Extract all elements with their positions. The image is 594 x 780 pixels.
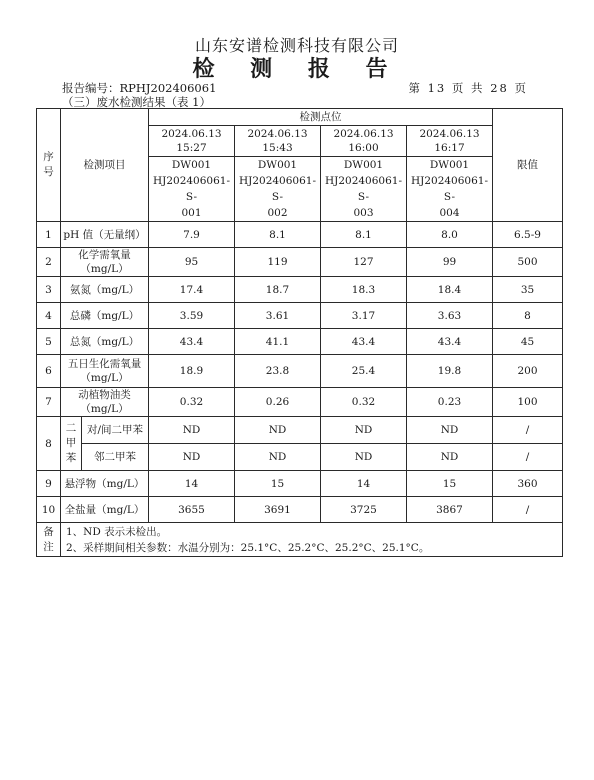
- table-row: [37, 444, 563, 471]
- row-item: 化学需氧量（mg/L）: [61, 248, 149, 277]
- row-value: 43.4: [321, 329, 407, 355]
- row-value: 15: [407, 471, 493, 497]
- row-value: 3.61: [235, 303, 321, 329]
- row-value: 3691: [235, 497, 321, 523]
- row-limit: 360: [493, 471, 563, 497]
- note-line: 2、采样期间相关参数：水温分别为：25.1°C、25.2°C、25.2°C、25.1°C。: [66, 541, 430, 554]
- row-value: 18.7: [235, 277, 321, 303]
- row-value: 17.4: [149, 277, 235, 303]
- row-value: 7.9: [149, 222, 235, 248]
- row-value: ND: [149, 444, 235, 471]
- row-value: 3.63: [407, 303, 493, 329]
- limit-header: 限值: [493, 109, 563, 222]
- seq-header: 序 号: [37, 109, 61, 222]
- section-title: （三）废水检测结果（表 1）: [62, 95, 211, 109]
- row-value: 18.4: [407, 277, 493, 303]
- row-value: 14: [321, 471, 407, 497]
- table-row: [37, 497, 563, 523]
- row-item: 对/间二甲苯: [82, 417, 149, 444]
- row-no: 3: [37, 277, 61, 303]
- col-datetime: 2024.06.13 15:43: [235, 126, 321, 157]
- company-name: 山东安谱检测科技有限公司: [194, 36, 399, 55]
- row-value: 8.0: [407, 222, 493, 248]
- notes-label: 备 注: [37, 523, 61, 557]
- row-item: 动植物油类（mg/L）: [61, 388, 149, 417]
- row-item: 邻二甲苯: [82, 444, 149, 471]
- row-value: 3.17: [321, 303, 407, 329]
- row-value: 99: [407, 248, 493, 277]
- row-value: 3867: [407, 497, 493, 523]
- row-item: pH 值（无量纲）: [61, 222, 149, 248]
- row-limit: 100: [493, 388, 563, 417]
- xylene-group-label: 二 甲 苯: [61, 417, 82, 471]
- points-header: 检测点位: [149, 109, 493, 126]
- row-value: ND: [321, 417, 407, 444]
- row-item: 全盐量（mg/L）: [61, 497, 149, 523]
- row-limit: /: [493, 417, 563, 444]
- row-value: 95: [149, 248, 235, 277]
- row-value: 18.9: [149, 355, 235, 388]
- row-value: 3655: [149, 497, 235, 523]
- row-item: 氨氮（mg/L）: [61, 277, 149, 303]
- row-value: 43.4: [149, 329, 235, 355]
- row-value: ND: [235, 417, 321, 444]
- wastewater-results-table: [36, 108, 563, 557]
- row-value: 41.1: [235, 329, 321, 355]
- row-limit: 8: [493, 303, 563, 329]
- row-no: 2: [37, 248, 61, 277]
- row-value: ND: [407, 417, 493, 444]
- col-sample-id: DW001 HJ202406061-S- 001: [149, 157, 235, 222]
- table-row: [37, 222, 563, 248]
- row-value: 0.32: [321, 388, 407, 417]
- row-limit: /: [493, 444, 563, 471]
- col-datetime: 2024.06.13 16:17: [407, 126, 493, 157]
- page-number: 第 13 页 共 28 页: [408, 81, 528, 95]
- row-limit: 45: [493, 329, 563, 355]
- row-limit: 200: [493, 355, 563, 388]
- row-value: 0.23: [407, 388, 493, 417]
- table-row: [37, 388, 563, 417]
- table-row: [37, 471, 563, 497]
- row-no: 5: [37, 329, 61, 355]
- row-limit: /: [493, 497, 563, 523]
- row-no: 9: [37, 471, 61, 497]
- row-value: 3725: [321, 497, 407, 523]
- row-value: 43.4: [407, 329, 493, 355]
- row-item: 悬浮物（mg/L）: [61, 471, 149, 497]
- note-line: 1、ND 表示未检出。: [66, 525, 168, 538]
- row-no: 7: [37, 388, 61, 417]
- row-value: 19.8: [407, 355, 493, 388]
- table-row: [37, 303, 563, 329]
- report-title: 检 测 报 告: [192, 56, 402, 82]
- table-row: [37, 248, 563, 277]
- col-sample-id: DW001 HJ202406061-S- 002: [235, 157, 321, 222]
- row-value: 119: [235, 248, 321, 277]
- row-limit: 500: [493, 248, 563, 277]
- notes-row: [37, 523, 563, 557]
- col-sample-id: DW001 HJ202406061-S- 003: [321, 157, 407, 222]
- row-value: 23.8: [235, 355, 321, 388]
- row-no: 8: [37, 417, 61, 471]
- row-item: 总磷（mg/L）: [61, 303, 149, 329]
- col-datetime: 2024.06.13 16:00: [321, 126, 407, 157]
- row-value: 8.1: [321, 222, 407, 248]
- row-item: 五日生化需氧量 （mg/L）: [61, 355, 149, 388]
- row-no: 6: [37, 355, 61, 388]
- row-value: 18.3: [321, 277, 407, 303]
- item-header: 检测项目: [61, 109, 149, 222]
- row-item: 总氮（mg/L）: [61, 329, 149, 355]
- row-value: 127: [321, 248, 407, 277]
- row-limit: 35: [493, 277, 563, 303]
- table-row: [37, 329, 563, 355]
- row-value: 0.32: [149, 388, 235, 417]
- row-value: 3.59: [149, 303, 235, 329]
- row-value: 14: [149, 471, 235, 497]
- row-value: 15: [235, 471, 321, 497]
- row-no: 10: [37, 497, 61, 523]
- row-value: 8.1: [235, 222, 321, 248]
- row-no: 1: [37, 222, 61, 248]
- notes-content: [61, 523, 563, 557]
- table-row: [37, 355, 563, 388]
- col-datetime: 2024.06.13 15:27: [149, 126, 235, 157]
- row-limit: 6.5-9: [493, 222, 563, 248]
- table-row: [37, 417, 563, 444]
- row-value: ND: [321, 444, 407, 471]
- table-row: [37, 277, 563, 303]
- report-number: 报告编号：RPHJ202406061: [62, 81, 217, 95]
- row-value: ND: [149, 417, 235, 444]
- row-value: 0.26: [235, 388, 321, 417]
- row-no: 4: [37, 303, 61, 329]
- col-sample-id: DW001 HJ202406061-S- 004: [407, 157, 493, 222]
- row-value: ND: [235, 444, 321, 471]
- row-value: ND: [407, 444, 493, 471]
- row-value: 25.4: [321, 355, 407, 388]
